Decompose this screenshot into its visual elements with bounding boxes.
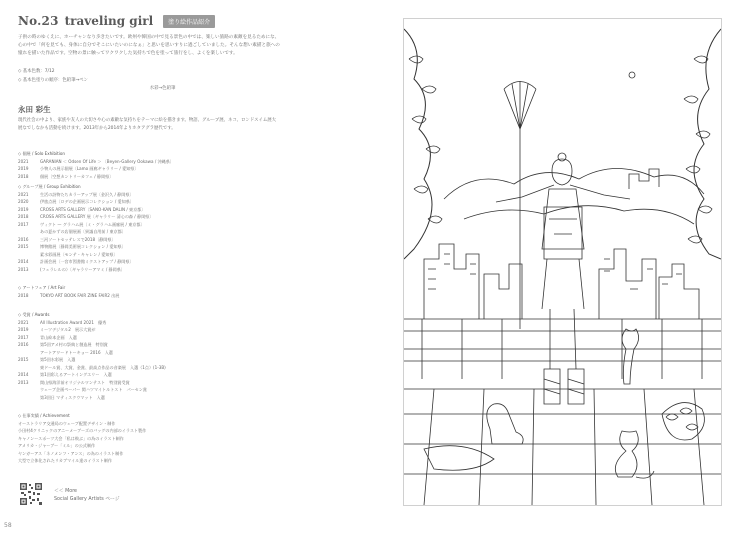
- list-item: オーストラリア交通局のウェーブ配置デザイン・制作: [18, 420, 116, 426]
- coloring-info-line: ◇ 基本色塗りの順序：色鉛筆→ペン: [18, 77, 88, 83]
- list-item: ウェーブ企画ペーパー 関ハツマイトルトスト パーセン賞: [40, 387, 147, 393]
- coloring-info-line: 水彩→色鉛筆: [18, 86, 176, 91]
- artist-name: 永田 彩生: [18, 105, 51, 114]
- section-heading: ◇ グループ展 / Group Exhibition: [18, 184, 81, 189]
- artwork-illustration: [403, 18, 722, 506]
- list-item: 2018 CROSS ARTS GALLERY 展〔ギャラリー 清心の森 / 静岡県〕: [18, 214, 154, 220]
- list-item: 2014 第1回彩えるアートイングエリー 入選: [18, 372, 112, 378]
- solo-exhibitions: [18, 150, 298, 180]
- list-item: 2015 博物館展〔静岡美術展コレクション / 愛知県〕: [18, 244, 126, 250]
- category-tag: 塗り絵作品紹介: [163, 15, 215, 28]
- list-item: アートアワードトーキョー 2016 入選: [40, 349, 113, 355]
- section-heading: ◇ 個展 / Solo Exhibition: [18, 151, 65, 156]
- list-item: 2021 生活の詩物たちカラーアップ展〔金沢久 / 静岡県〕: [18, 191, 134, 197]
- list-item: 2020 伊旅点展〔ロデの企画展示コレクション / 愛知県〕: [18, 199, 134, 205]
- list-item: 東ドール賞、大賞、金賞、最高点作品の音楽展 入選（1点）(1-3B): [40, 364, 166, 370]
- list-item: 2021 All Illustration Award 2021 優秀: [18, 319, 107, 325]
- list-item: 2018 TOKYO ART BOOK FAIR ZINE FAIR2 出展: [18, 292, 120, 298]
- list-item: 大型で立体化されたリカブマイル達のイラスト制作: [18, 458, 112, 464]
- section-heading: ◇ 仕事実績 / Achievement: [18, 413, 70, 418]
- artwork-header: [18, 14, 215, 28]
- list-item: 第3回日 マティスクウマット 入選: [40, 395, 105, 401]
- line-drawing: [404, 19, 721, 505]
- artist-bio: 現代社会の中より、家族や友人の大切さや心の素敵な気持ちをテーマに絵を描きます。物語、グルーブ展、ネコ、ロンドスイム展大展なでしなかも活動を続けます。2013年から2014年よりホタアグラ歴代です。: [18, 118, 277, 131]
- list-item: 2015 第5回水彩展 入選: [18, 357, 76, 363]
- right-page: [375, 0, 750, 550]
- coloring-info: [18, 68, 280, 94]
- list-item: 2016 第5回アメ村の祭典と創造展 特別賞: [18, 342, 108, 348]
- list-item: 2019 小物人の展示個展〔Lamo 画廊ギャラリー / 愛知県〕: [18, 166, 139, 172]
- coloring-info-line: ◇ 基本色数：7/12: [18, 69, 55, 74]
- artwork-number: No.23: [18, 14, 59, 28]
- list-item: 2016 三河ソートセッテレスで2018〔静岡県〕: [18, 236, 116, 242]
- list-item: 2018 個展〔空想カントリーカフェ / 静岡県〕: [18, 173, 114, 179]
- list-item: 素水彩画展〔モンテ・キャレン / 愛知県〕: [40, 251, 118, 257]
- list-item: ヤンガーアス「ネノメンフ・アンス」の為のイラスト制作: [18, 450, 124, 456]
- list-item: 2013 関山県海洋前オリジナルワンテスト 特別賞受賞: [18, 379, 130, 385]
- section-heading: ◇ 受賞 / Awards: [18, 312, 50, 317]
- group-exhibitions: [18, 183, 298, 274]
- list-item: 2017 青山絵本企画 入選: [18, 334, 77, 340]
- artwork-description: 子供の時のゆくえに、ホーチャンなり歩きたいです。欧州や韓国の中で見る景色の中では、楽しい旅路の素敵を見るためにな、心の中で「何を見ても、身体に自分でそこにいたいのになぁ」と思いを思いすりに過ごしていました。そんな想い素描と旅への憧れを描いた作品です。空物の景に触ってワクワクした気持ちで色を塗って旅行をし、よくを楽しいです。: [18, 35, 280, 56]
- page-number: 58: [4, 522, 12, 529]
- list-item: 2021 GARANIAN ＜ Odsen Of Life ＞ 〔Beyen-Gallery Ookawa / 沖縄県〕: [18, 158, 174, 164]
- awards: [18, 311, 298, 402]
- gallery-link[interactable]: ＜＜ More Social Gallery Artists ページ: [54, 489, 120, 502]
- list-item: 2017 ヴィクト — グラハム展〔ミ・グラハム画廊展 / 東京都〕: [18, 221, 145, 227]
- list-item: 2019 CROSS ARTS GALLERY〔SANO-KAN DALIN / 東京都〕: [18, 206, 146, 212]
- achievements: [18, 412, 298, 465]
- artwork-title: traveling girl: [64, 14, 154, 28]
- art-fairs: [18, 284, 298, 299]
- list-item: 2019 ミーツデジタル2 展示大賞が: [18, 327, 96, 333]
- list-item: キャノンースポーツ大会「私は飛ぶ」の為のイラスト制作: [18, 435, 124, 441]
- list-item: 2013 (フェラレルの）〔ギャラリーアマミ / 静岡県〕: [18, 267, 125, 273]
- list-item: アメリカ・ジャーブー「ミル」の公式制作: [18, 443, 96, 449]
- list-item: 小田村4クリニックのアニーメーブーズのバッグの内部のイラスト製作: [18, 428, 147, 434]
- qr-code[interactable]: [19, 482, 43, 506]
- section-heading: ◇ アートフェア / Art Fair: [18, 285, 66, 290]
- list-item: あの夏かずの店個展画〔異議自用前 / 東京都〕: [40, 229, 126, 235]
- list-item: 2014 計画会展〔一宮市図書館ミクストアップ / 静岡県〕: [18, 259, 134, 265]
